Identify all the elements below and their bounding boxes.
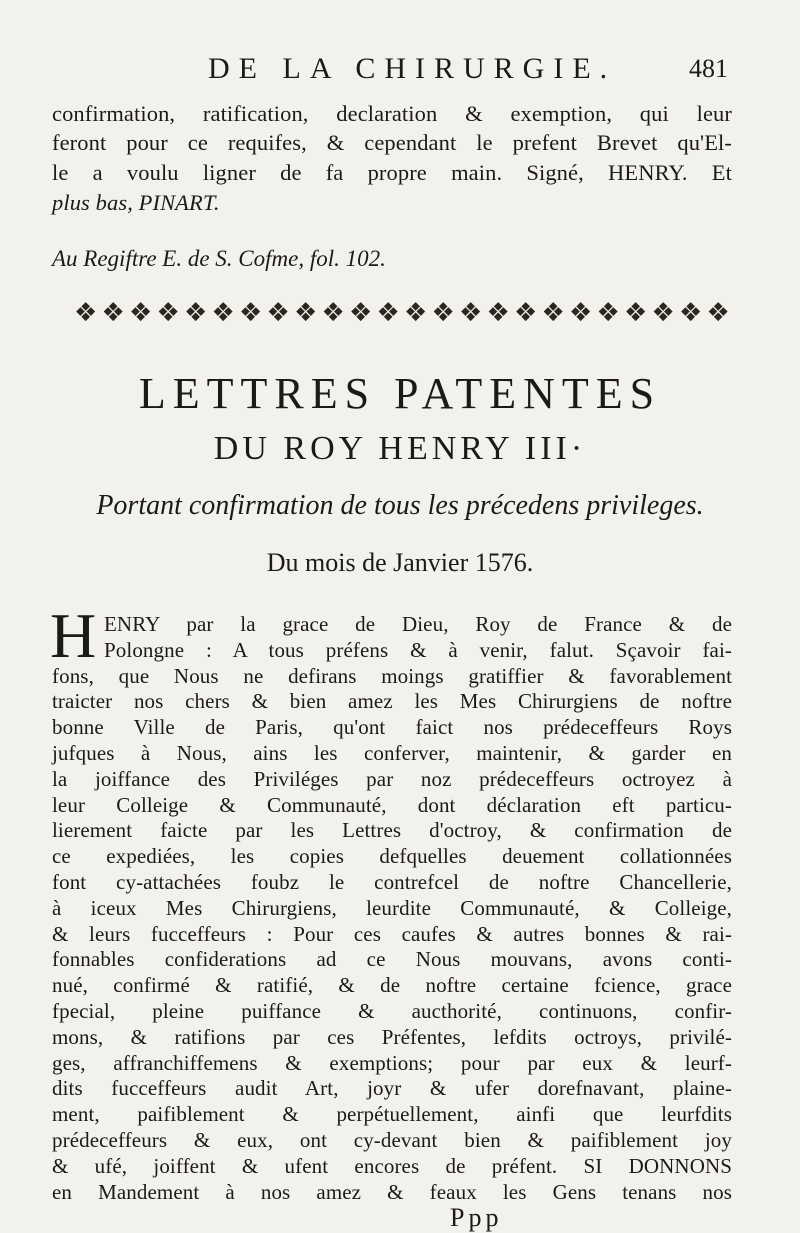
text-line: & leurs fucceffeurs : Pour ces caufes & autres bonnes & rai- <box>52 921 732 946</box>
drop-cap: H <box>50 600 97 671</box>
fleuron-icon: ❖ <box>651 298 675 328</box>
fleuron-icon: ❖ <box>349 298 373 328</box>
text-line: lierement faicte par les Lettres d'octroy, & confirmation de <box>52 818 732 843</box>
fleuron-icon: ❖ <box>486 298 510 328</box>
text-line: la joiffance des Priviléges par noz prédeceffeurs octroyez à <box>52 766 732 791</box>
fleuron-icon: ❖ <box>211 298 235 328</box>
running-title: DE LA CHIRURGIE. <box>208 52 617 85</box>
fleuron-icon: ❖ <box>624 298 648 328</box>
fleuron-icon: ❖ <box>679 298 703 328</box>
text-line: traicter nos chers & bien amez les Mes Chirurgiens de noftre <box>52 689 732 714</box>
text-line: mons, & ratifions par ces Préfentes, lefdits octroys, privilé- <box>52 1024 732 1049</box>
date-line: Du mois de Janvier 1576. <box>266 548 534 577</box>
text-line: fons, que Nous ne defirans moings gratiffier & favorablement <box>52 663 732 688</box>
text-line: fpecial, pleine puiffance & aucthorité, continuons, confir- <box>52 999 732 1023</box>
fleuron-icon: ❖ <box>74 298 98 328</box>
text-line: jufques à Nous, ains les conferver, maintenir, & garder en <box>52 741 732 765</box>
text-line: le a voulu ligner de fa propre main. Signé, HENRY. Et <box>52 160 732 185</box>
fleuron-icon: ❖ <box>321 298 345 328</box>
fleuron-icon: ❖ <box>459 298 483 328</box>
registry-note: Au Regiftre E. de S. Cofme, fol. 102. <box>52 246 386 271</box>
text-line: dits fucceffeurs audit Art, joyr & ufer dorefnavant, plaine- <box>52 1076 732 1101</box>
text-line: Polongne : A tous préfens & à venir, falut. Sçavoir fai- <box>104 637 732 662</box>
section-subtitle: Portant confirmation de tous les précedens privileges. <box>96 490 704 521</box>
text-line: plus bas, PINART. <box>52 190 220 215</box>
fleuron-icon: ❖ <box>596 298 620 328</box>
section-subheading: DU ROY HENRY III· <box>213 430 587 467</box>
fleuron-icon: ❖ <box>266 298 290 328</box>
fleuron-icon: ❖ <box>376 298 400 328</box>
fleuron-icon: ❖ <box>101 298 125 328</box>
signature-mark: Ppp <box>450 1203 503 1233</box>
fleuron-icon: ❖ <box>569 298 593 328</box>
text-line: prédeceffeurs & eux, ont cy-devant bien & paifiblement joy <box>52 1128 732 1152</box>
running-head <box>88 52 728 92</box>
text-line: nué, confirmé & ratifié, & de noftre certaine fcience, grace <box>52 973 732 998</box>
text-line: feront pour ce requifes, & cependant le prefent Brevet qu'El- <box>52 130 732 155</box>
text-line: leur Colleige & Communauté, dont déclaration eft particu- <box>52 792 732 817</box>
fleuron-icon: ❖ <box>184 298 208 328</box>
text-line: font cy-attachées foubz le contrefcel de noftre Chancellerie, <box>52 870 732 894</box>
text-line: confirmation, ratification, declaration & exemption, qui leur <box>52 101 732 126</box>
fleuron-icon: ❖ <box>514 298 538 328</box>
fleuron-icon: ❖ <box>129 298 153 328</box>
fleuron-icon: ❖ <box>706 298 730 328</box>
page-number: 481 <box>689 54 728 83</box>
section-heading: LETTRES PATENTES <box>138 369 662 418</box>
text-line: fonnables confiderations ad ce Nous mouvans, avons conti- <box>52 947 732 972</box>
fleuron-icon: ❖ <box>239 298 263 328</box>
text-line: ges, affranchiffemens & exemptions; pour par eux & leurf- <box>52 1050 732 1075</box>
ornament-divider <box>74 298 730 328</box>
fleuron-icon: ❖ <box>431 298 455 328</box>
fleuron-icon: ❖ <box>541 298 565 328</box>
fleuron-icon: ❖ <box>156 298 180 328</box>
text-line: ce expediées, les copies defquelles deuement collationnées <box>52 844 732 869</box>
fleuron-icon: ❖ <box>294 298 318 328</box>
text-line: & ufé, joiffent & ufent encores de préfent. SI DONNONS <box>52 1153 732 1178</box>
text-line: ment, paifiblement & perpétuellement, ainfi que leurfdits <box>52 1102 732 1127</box>
text-line: bonne Ville de Paris, qu'ont faict nos prédeceffeurs Roys <box>52 715 732 740</box>
text-line: en Mandement à nos amez & feaux les Gens tenans nos <box>52 1179 732 1204</box>
text-line: à iceux Mes Chirurgiens, leurdite Communauté, & Colleige, <box>52 895 732 920</box>
text-line: ENRY par la grace de Dieu, Roy de France & de <box>104 612 732 636</box>
fleuron-icon: ❖ <box>404 298 428 328</box>
